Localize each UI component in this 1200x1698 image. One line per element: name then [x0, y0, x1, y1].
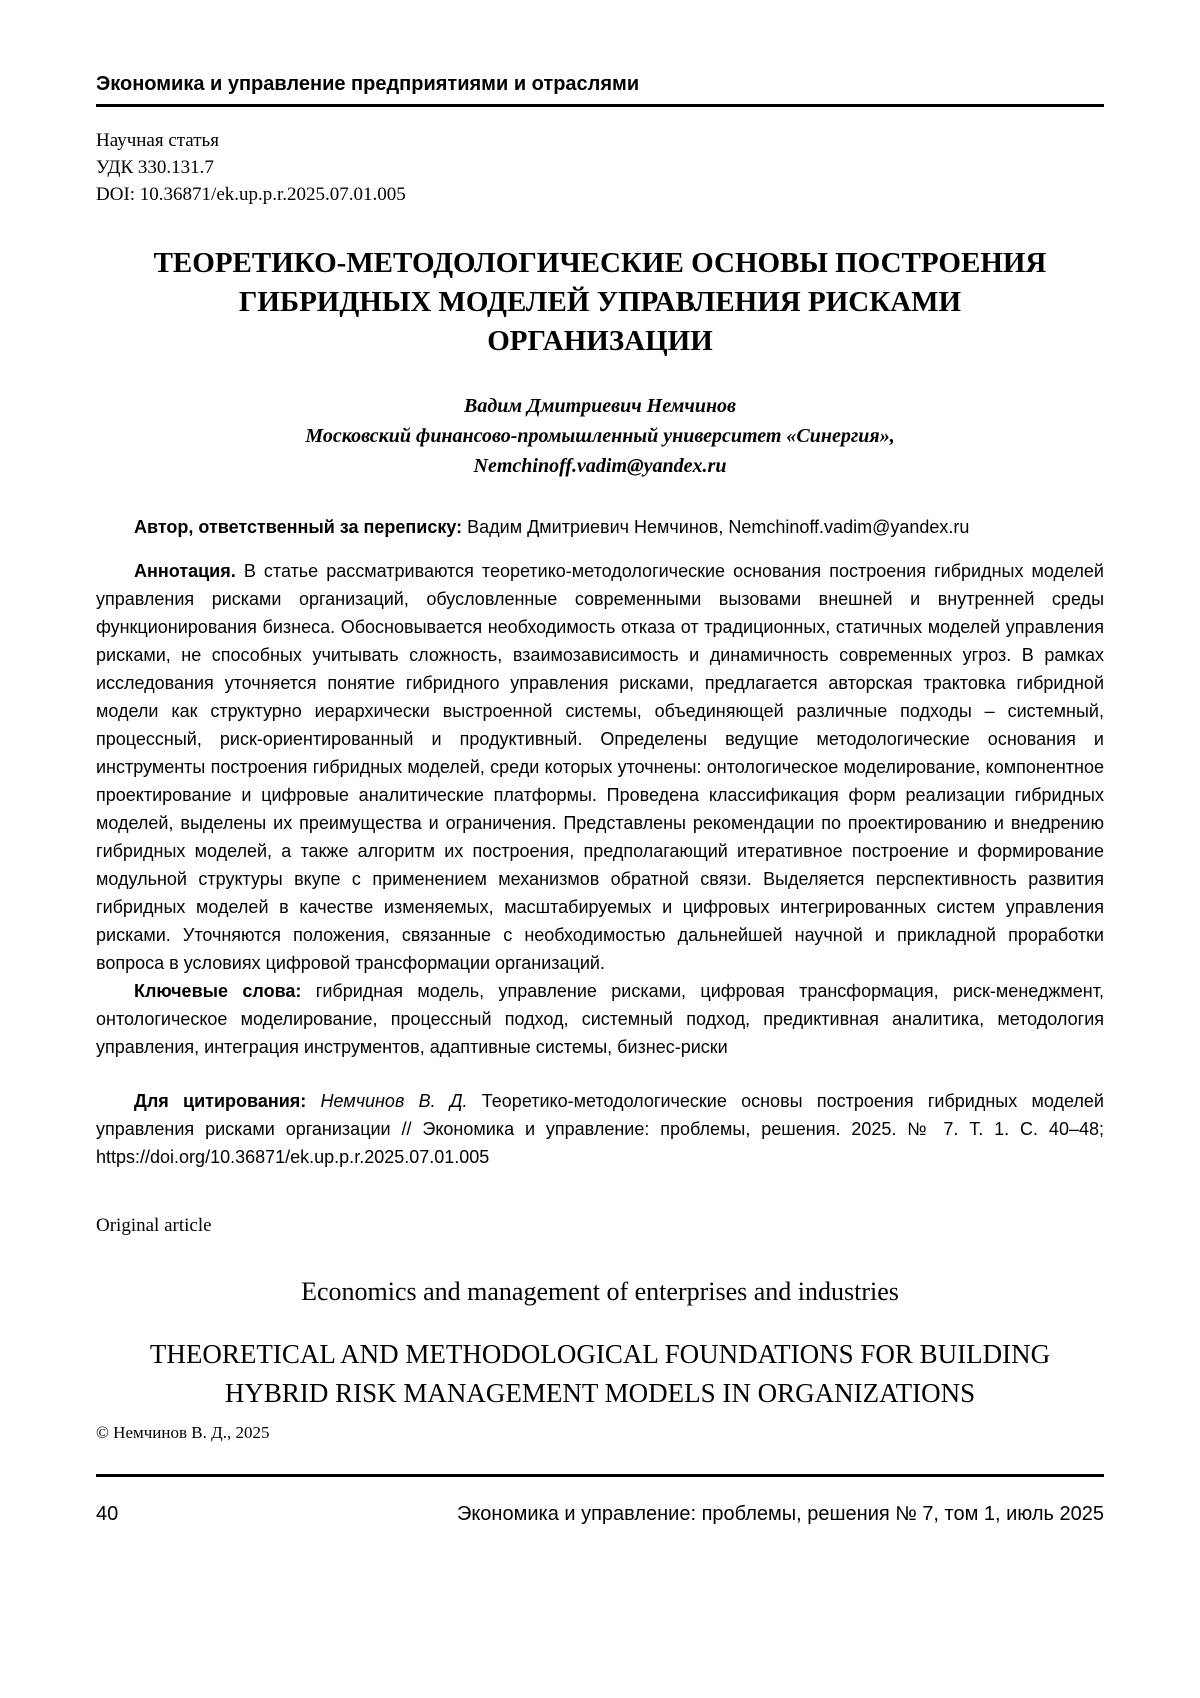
article-title-en: THEORETICAL AND METHODOLOGICAL FOUNDATIONS FOR BUILDING HYBRID RISK MANAGEMENT MODELS IN ORGANIZATIONS	[149, 1339, 1051, 1408]
article-meta	[96, 127, 1104, 208]
citation-label: Для цитирования:	[134, 1091, 307, 1111]
citation-paragraph	[96, 1087, 1104, 1171]
running-head	[96, 72, 1104, 107]
original-article-label: Original article	[96, 1215, 212, 1236]
section-title-en: Economics and management of enterprises and industries	[301, 1277, 899, 1306]
correspondence-paragraph	[96, 513, 1104, 541]
abstract-label: Аннотация.	[134, 561, 236, 581]
abstract-text: В статье рассматриваются теоретико-методологические основания построения гибридных моделей управления рисками организаций, обусловленные современными вызовами внешней и внутренней среды функционирования бизнеса. Обосновывается необходимость отказа от традиционных, статичных моделей управления рисками, не способных учитывать сложность, взаимозависимость и динамичность современных угроз. В рамках исследования уточняется понятие гибридного управления рисками, предлагается авторская трактовка гибридной модели как структурно иерархически выстроенной системы, объединяющей различные подходы – системный, процессный, риск-ориентированный и продуктивный. Определены ведущие методологические основания и инструменты построения гибридных моделей, среди которых уточнены: онтологическое моделирование, компонентное проектирование и цифровые аналитические платформы. Проведена классификация форм реализации гибридных моделей, выделены их преимущества и ограничения. Представлены рекомендации по проектированию и внедрению гибридных моделей, а также алгоритм их построения, предполагающий итеративное построение и формирование модульной структуры вкупе с применением механизмов обратной связи. Выделяется перспективность развития гибридных моделей в качестве изменяемых, масштабируемых и цифровых интегрированных систем управления рисками. Уточняются положения, связанные с необходимостью дальнейшей научной и прикладной проработки вопроса в условиях цифровой трансформации организаций.	[96, 561, 1104, 973]
page-footer	[96, 1503, 1104, 1526]
correspondence-label: Автор, ответственный за переписку:	[134, 517, 463, 537]
footer-rule	[96, 1474, 1104, 1477]
citation-text: Теоретико-методологические основы построения гибридных моделей управления рисками организации // Экономика и управление: проблемы, решения. 2025. № 7. Т. 1. С. 40–48; https://doi.org/10.36871/ek.up.p.r.2025.07.01.005	[96, 1091, 1104, 1167]
copyright-line: © Немчинов В. Д., 2025	[96, 1423, 270, 1442]
section-title-ru: Экономика и управление предприятиями и отраслями	[96, 73, 640, 95]
udc-number: УДК 330.131.7	[96, 157, 214, 178]
journal-issue-line: Экономика и управление: проблемы, решения № 7, том 1, июль 2025	[456, 1503, 1104, 1525]
page-number: 40	[96, 1503, 119, 1525]
keywords-label: Ключевые слова:	[134, 981, 302, 1001]
abstract-paragraph	[96, 557, 1104, 977]
keywords-paragraph	[96, 977, 1104, 1061]
doi-line: DOI: 10.36871/ek.up.p.r.2025.07.01.005	[96, 184, 406, 205]
article-type-label: Научная статья	[96, 130, 219, 151]
article-title-ru: ТЕОРЕТИКО-МЕТОДОЛОГИЧЕСКИЕ ОСНОВЫ ПОСТРОЕНИЯ ГИБРИДНЫХ МОДЕЛЕЙ УПРАВЛЕНИЯ РИСКАМИ ОРГАНИЗАЦИИ	[153, 247, 1047, 357]
keywords-text: гибридная модель, управление рисками, цифровая трансформация, риск-менеджмент, онтологическое моделирование, процессный подход, системный подход, предиктивная аналитика, методология управления, интеграция инструментов, адаптивные системы, бизнес-риски	[96, 981, 1104, 1057]
author-block	[96, 391, 1104, 481]
author-email: Nemchinoff.vadim@yandex.ru	[473, 455, 727, 477]
author-affiliation: Московский финансово-промышленный университет «Синергия»,	[305, 425, 895, 447]
header-rule	[96, 104, 1104, 107]
correspondence-text: Вадим Дмитриевич Немчинов, Nemchinoff.vadim@yandex.ru	[462, 517, 970, 537]
page-bottom-block	[96, 1422, 1104, 1526]
author-name: Вадим Дмитриевич Немчинов	[464, 395, 736, 417]
citation-author: Немчинов В. Д.	[306, 1091, 468, 1111]
